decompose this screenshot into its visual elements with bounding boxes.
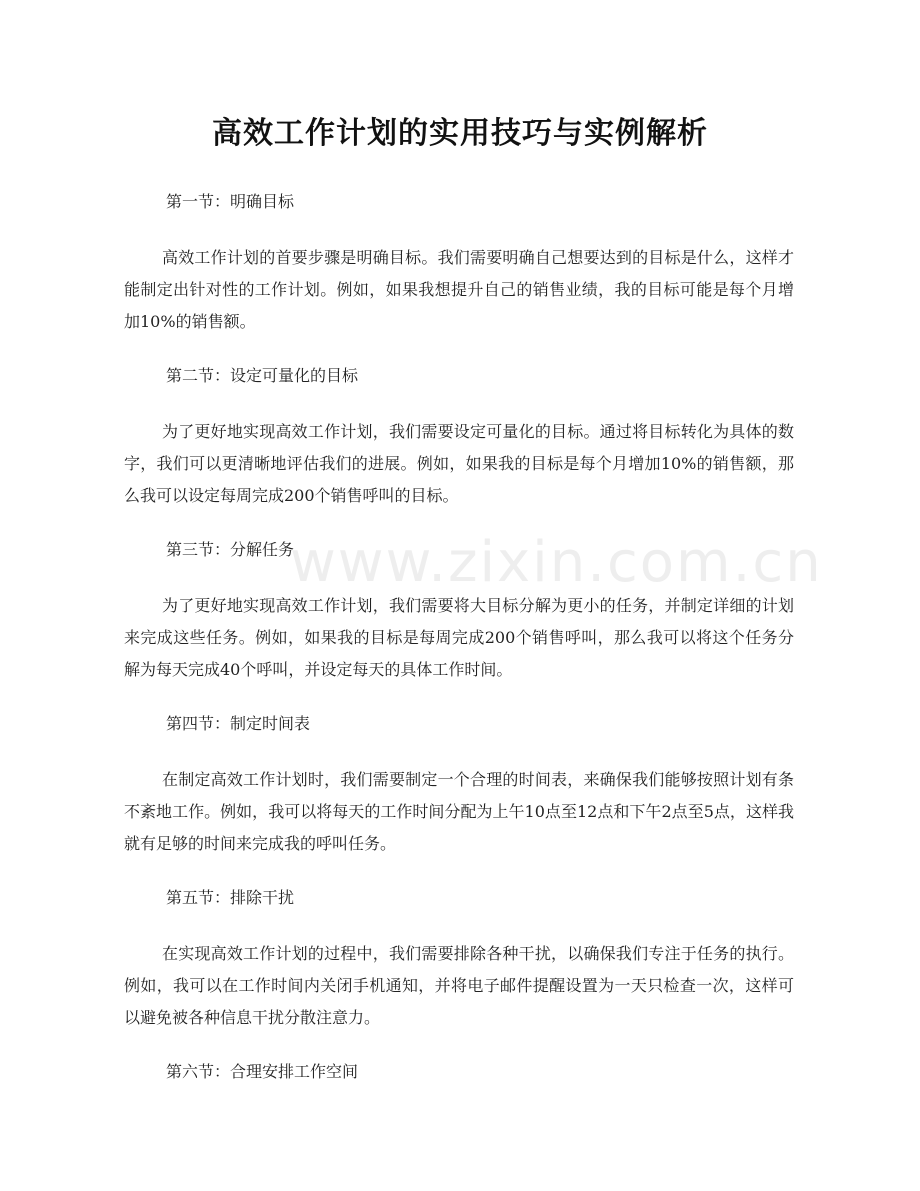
section-heading: 第一节：明确目标 bbox=[166, 192, 295, 211]
section-heading: 第六节：合理安排工作空间 bbox=[166, 1062, 359, 1081]
section-paragraph: 高效工作计划的首要步骤是明确目标。我们需要明确自己想要达到的目标是什么，这样才能制定出针对性的工作计划。例如，如果我想提升自己的销售业绩，我的目标可能是每个月增加10%的销售额。 bbox=[124, 248, 794, 331]
watermark: www.zixin.com.cn bbox=[290, 530, 823, 595]
section-heading: 第五节：排除干扰 bbox=[166, 888, 295, 907]
document-body bbox=[124, 186, 823, 1088]
section-paragraph: 为了更好地实现高效工作计划，我们需要设定可量化的目标。通过将目标转化为具体的数字，我们可以更清晰地评估我们的进展。例如，如果我的目标是每个月增加10%的销售额，那么我可以设定每周完成200个销售呼叫的目标。 bbox=[124, 422, 794, 505]
section-paragraph: 为了更好地实现高效工作计划，我们需要将大目标分解为更小的任务，并制定详细的计划来完成这些任务。例如，如果我的目标是每周完成200个销售呼叫，那么我可以将这个任务分解为每天完成40个呼叫，并设定每天的具体工作时间。 bbox=[124, 596, 794, 679]
section-heading: 第四节：制定时间表 bbox=[166, 714, 311, 733]
section-paragraph: 在实现高效工作计划的过程中，我们需要排除各种干扰，以确保我们专注于任务的执行。例如，我可以在工作时间内关闭手机通知，并将电子邮件提醒设置为一天只检查一次，这样可以避免被各种信息干扰分散注意力。 bbox=[124, 944, 794, 1027]
section-paragraph: 在制定高效工作计划时，我们需要制定一个合理的时间表，来确保我们能够按照计划有条不紊地工作。例如，我可以将每天的工作时间分配为上午10点至12点和下午2点至5点，这样我就有足够的时间来完成我的呼叫任务。 bbox=[124, 770, 794, 853]
section-heading: 第三节：分解任务 bbox=[166, 540, 295, 559]
document-title: 高效工作计划的实用技巧与实例解析 bbox=[212, 116, 708, 151]
section-heading: 第二节：设定可量化的目标 bbox=[166, 366, 359, 385]
